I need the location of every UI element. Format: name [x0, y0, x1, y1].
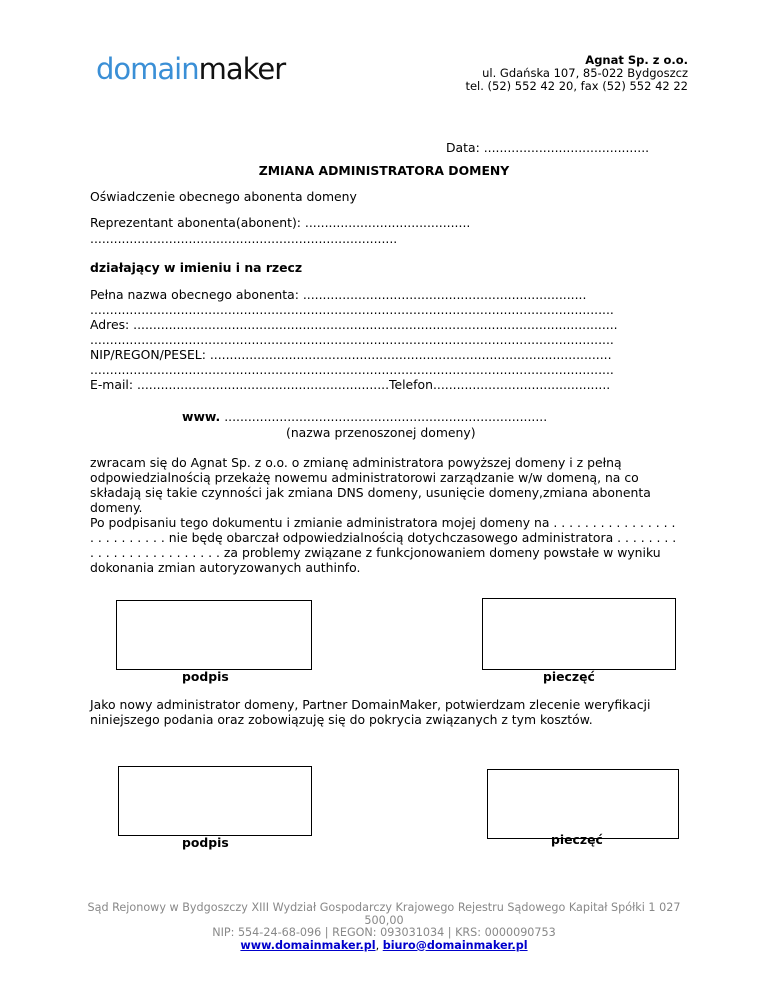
company-info [465, 54, 688, 93]
signature-label: podpis [182, 669, 229, 684]
full-name-line-2: ..................................................................................................................................... [90, 302, 614, 317]
www-caption: (nazwa przenoszonej domeny) [286, 425, 476, 440]
signature-box-2 [118, 766, 312, 836]
footer-court-info: Sąd Rejonowy w Bydgoszczy XIII Wydział Gospodarczy Krajowego Rejestru Sądowego Kapitał Spółki 1 027 500,00 [87, 901, 681, 927]
body-paragraph-2: Po podpisaniu tego dokumentu i zmianie administratora mojej domeny na . . . . . . . . . . . . . . . . . . . . . . . . . . nie będę obarczał odpowiedzialnością dotychczasowego administratora . . . . . . . . . . . . . . . . . . . . . . . . . za problemy związane z funkcjonowaniem domeny powstałe w wyniku dokonania zmian autoryzowanych authinfo. [90, 515, 677, 575]
document-title: ZMIANA ADMINISTRATORA DOMENY [258, 163, 510, 178]
logo-domain-text: domain [96, 52, 199, 86]
nip-line-2: ..................................................................................................................................... [90, 362, 614, 377]
date-field: Data: .......................................... [446, 140, 650, 155]
logo-maker-text: maker [198, 52, 286, 86]
stamp-label: pieczęć [543, 669, 595, 684]
nip-line: NIP/REGON/PESEL: ...................................................................................................... [90, 347, 612, 362]
email-link[interactable]: biuro@domainmaker.pl [382, 938, 528, 952]
stamp-label-2: pieczęć [551, 832, 603, 847]
signature-label-2: podpis [182, 835, 229, 850]
company-address: ul. Gdańska 107, 85-022 Bydgoszcz [482, 66, 688, 80]
address-line: Adres: ........................................................................................................................... [90, 317, 618, 332]
footer [80, 902, 688, 952]
company-phone: tel. (52) 552 42 20, fax (52) 552 42 22 [465, 79, 688, 93]
acting-on-behalf-heading: działający w imieniu i na rzecz [90, 260, 303, 275]
declaration-heading: Oświadczenie obecnego abonenta domeny [90, 189, 357, 204]
signature-box [116, 600, 312, 670]
stamp-box-2 [487, 769, 679, 839]
www-label: www. [182, 409, 221, 424]
full-name-line: Pełna nazwa obecnego abonenta: ........................................................................ [90, 287, 587, 302]
representative-line-2: .............................................................................. [90, 231, 398, 246]
footer-registry-numbers: NIP: 554-24-68-096 | REGON: 093031034 | KRS: 0000090753 [212, 926, 556, 939]
email-phone-line: E-mail: ................................................................Telefon............................................. [90, 377, 611, 392]
footer-links [80, 940, 688, 953]
domainmaker-logo [96, 52, 286, 86]
new-admin-paragraph: Jako nowy administrator domeny, Partner DomainMaker, potwierdzam zlecenie weryfikacji niniejszego podania oraz zobowiązuję się do pokrycia związanych z tym kosztów. [90, 697, 651, 727]
footer-separator: , [375, 938, 383, 952]
www-dots: .................................................................................. [220, 409, 548, 424]
website-link[interactable]: www.domainmaker.pl [240, 938, 376, 952]
address-line-2: ..................................................................................................................................... [90, 332, 614, 347]
stamp-box [482, 598, 676, 670]
www-line [182, 409, 547, 424]
body-paragraph-1: zwracam się do Agnat Sp. z o.o. o zmianę administratora powyższej domeny i z pełną odpowiedzialnością przekażę nowemu administratorowi zarządzanie w/w domeną, na co składają się takie czynności jak zmiana DNS domeny, usunięcie domeny,zmiana abonenta domeny. [90, 455, 651, 515]
representative-line-1: Reprezentant abonenta(abonent): .......................................... [90, 215, 471, 230]
company-name: Agnat Sp. z o.o. [585, 53, 688, 67]
